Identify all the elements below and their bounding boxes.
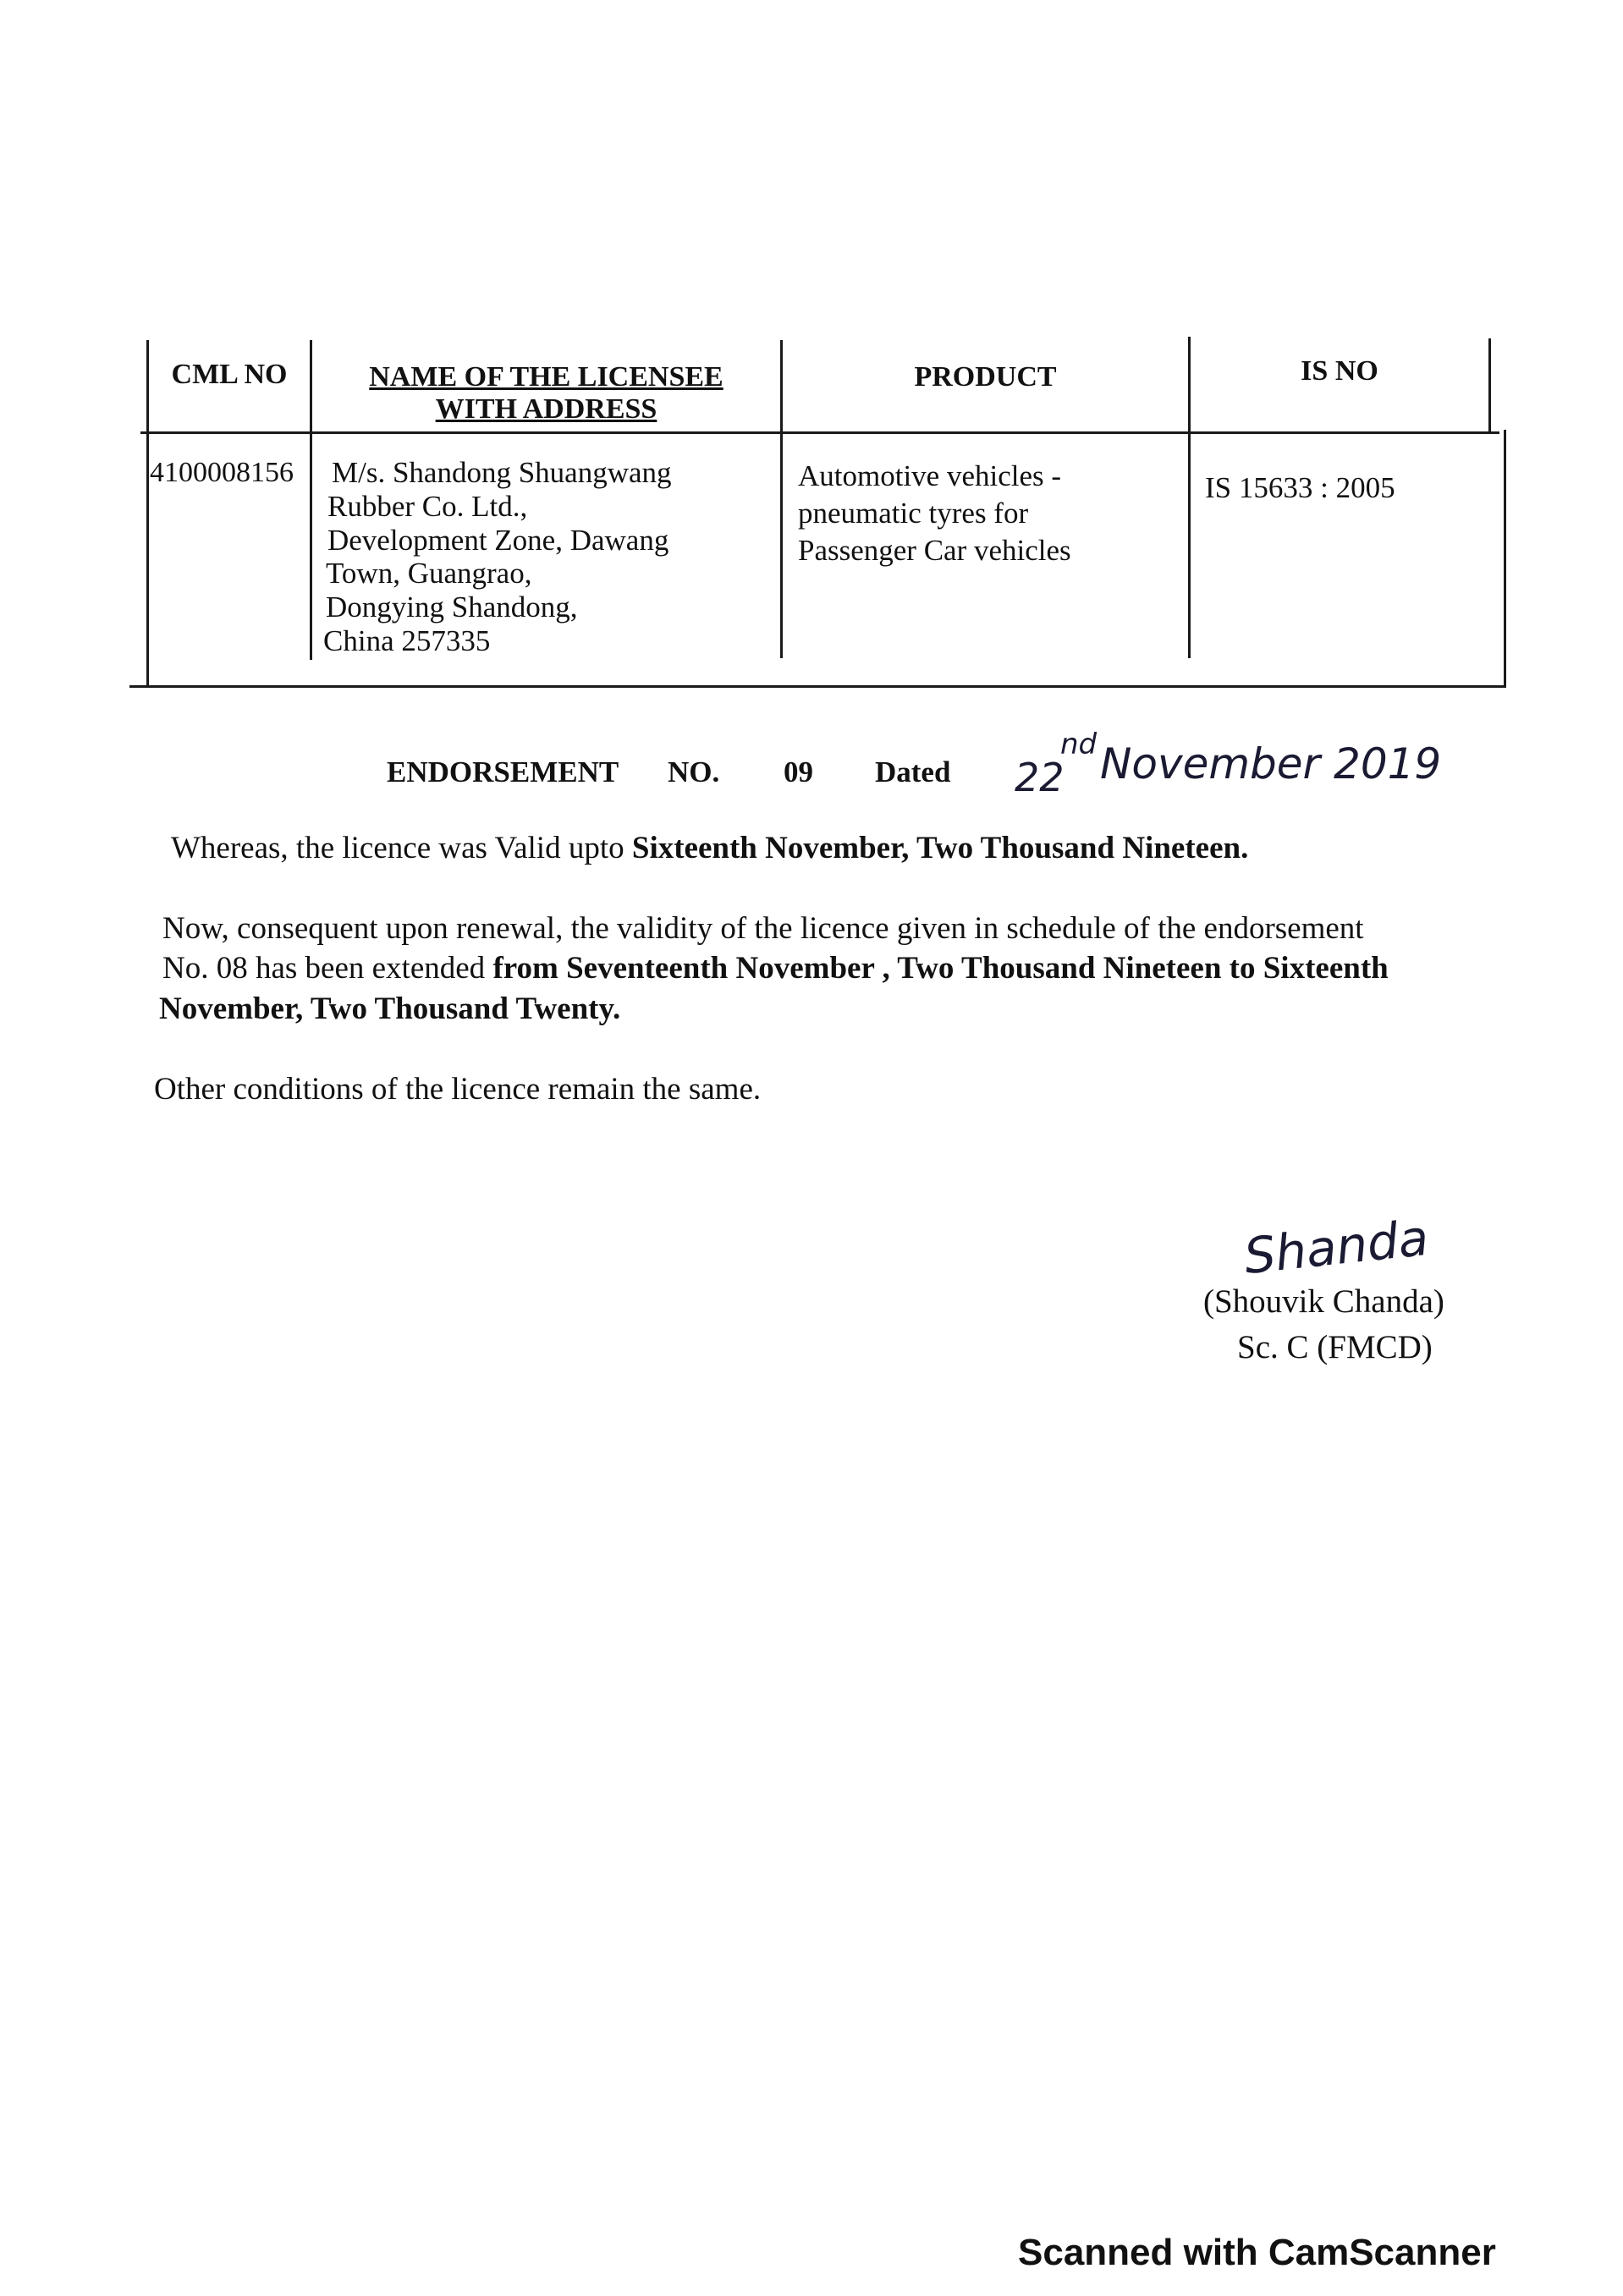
paragraph-other-conditions: Other conditions of the licence remain the same.: [154, 1072, 762, 1107]
signatory-name: (Shouvik Chanda): [1203, 1283, 1444, 1320]
header-licensee: [312, 361, 780, 426]
header-licensee-line2: WITH ADDRESS: [435, 393, 657, 425]
scanner-watermark: Scanned with CamScanner: [1018, 2232, 1496, 2273]
table-divider-v1: [146, 340, 149, 685]
cell-licensee-line4: Town, Guangrao,: [326, 557, 532, 590]
handwritten-date-suffix: nd: [1060, 728, 1098, 761]
cell-licensee-line5: Dongying Shandong,: [326, 590, 578, 623]
paragraph-renewal-line2-prefix: No. 08 has been extended: [162, 951, 493, 986]
paragraph-renewal-line3: [159, 989, 620, 1030]
cell-product-line1: Automotive vehicles -: [798, 459, 1062, 492]
table-divider-v5: [1488, 338, 1491, 431]
endorsement-dated-label: Dated: [875, 755, 951, 788]
endorsement-number: 09: [784, 755, 813, 788]
paragraph-renewal-line3-bold: November, Two Thousand Twenty.: [159, 991, 621, 1026]
paragraph-validity-prefix: Whereas, the licence was Valid upto: [171, 831, 632, 865]
endorsement-label: ENDORSEMENT: [387, 755, 619, 788]
cell-licensee-line6: China 257335: [323, 624, 491, 657]
header-is-no: IS NO: [1301, 355, 1378, 387]
cell-product-line3: Passenger Car vehicles: [798, 534, 1071, 567]
paragraph-renewal-line2: [162, 948, 1389, 989]
cell-product-line2: pneumatic tyres for: [798, 497, 1029, 530]
cell-is-no: IS 15633 : 2005: [1205, 471, 1395, 504]
endorsement-no-label: NO.: [668, 755, 720, 788]
table-divider-v6: [1504, 430, 1506, 686]
paragraph-validity-date: Sixteenth November, Two Thousand Nineteen.: [631, 831, 1249, 865]
handwritten-date-day: 22: [1015, 755, 1065, 800]
header-licensee-line1: NAME OF THE LICENSEE: [369, 361, 723, 393]
cell-licensee-line3: Development Zone, Dawang: [327, 524, 669, 557]
signatory-title: Sc. C (FMCD): [1237, 1329, 1433, 1365]
paragraph-validity: [171, 828, 1248, 869]
signature-scrawl: Shanda: [1241, 1208, 1432, 1286]
cell-licensee-line1: M/s. Shandong Shuangwang: [332, 456, 672, 489]
cell-licensee-line2: Rubber Co. Ltd.,: [327, 490, 528, 523]
handwritten-date-rest: November 2019: [1100, 739, 1442, 788]
paragraph-renewal-line2-bold: from Seventeenth November , Two Thousand Nineteen to Sixteenth: [492, 951, 1389, 986]
paragraph-renewal-line1: Now, consequent upon renewal, the validity of the licence given in schedule of the endorsement: [162, 911, 1364, 946]
header-cml-no: CML NO: [171, 359, 288, 390]
header-product: PRODUCT: [914, 361, 1057, 393]
table-bottom-rule: [129, 685, 1506, 688]
table-header-rule: [140, 431, 1499, 434]
cell-cml-no: 4100008156: [150, 457, 294, 488]
